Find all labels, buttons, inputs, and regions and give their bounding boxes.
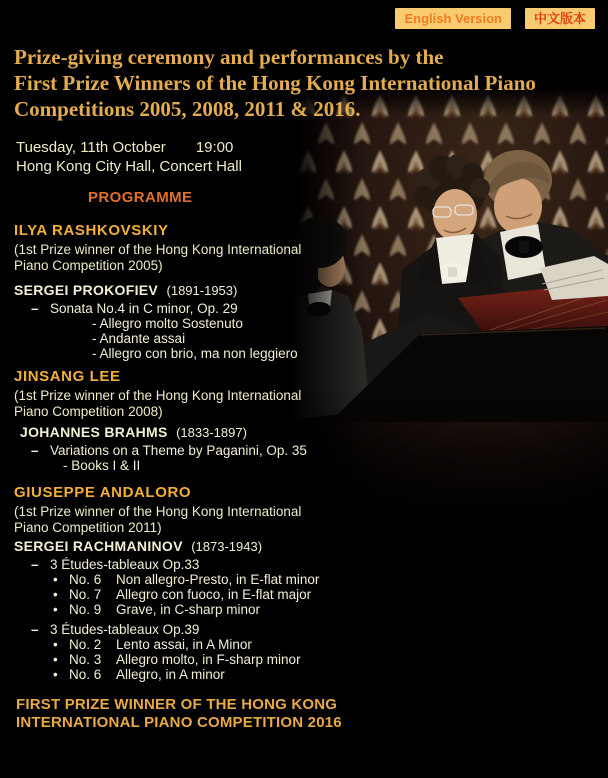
footer-line: FIRST PRIZE WINNER OF THE HONG KONG <box>16 696 338 713</box>
dash-bullet: – <box>31 557 39 572</box>
piece-title-row <box>14 557 608 572</box>
movement: - Andante assai <box>92 331 186 346</box>
composer-heading <box>14 538 608 556</box>
etude-description: Allegro con fuoco, in E-flat major <box>116 587 312 602</box>
etude-item <box>14 587 608 602</box>
english-version-button[interactable]: English Version <box>395 8 511 29</box>
etude-number: No. 7 <box>69 587 102 602</box>
event-date: Tuesday, 11th October <box>16 139 166 156</box>
piece-title: Variations on a Theme by Paganini, Op. 35 <box>50 443 307 458</box>
etude-item <box>14 602 608 617</box>
etude-item <box>14 652 608 667</box>
event-details <box>14 138 608 176</box>
event-date-row <box>16 138 608 157</box>
performer-credit: (1st Prize winner of the Hong Kong International Piano Competition 2005) <box>14 242 302 273</box>
etude-item <box>14 667 608 682</box>
programme-section-rashkovskiy <box>14 222 608 361</box>
language-switcher <box>395 8 595 29</box>
title-line: Prize-giving ceremony and performances by the <box>14 45 444 69</box>
performer-name: GIUSEPPE ANDALORO <box>14 484 192 501</box>
performer-name: ILYA RASHKOVSKIY <box>14 222 169 239</box>
programme-heading: PROGRAMME <box>88 189 193 206</box>
footer-heading <box>16 696 608 731</box>
etude-description: Grave, in C-sharp minor <box>116 602 261 617</box>
chinese-version-button[interactable]: 中文版本 <box>525 8 595 29</box>
etude-number: No. 2 <box>69 637 102 652</box>
piece-title-row <box>14 622 608 637</box>
dash-bullet: – <box>31 622 39 637</box>
footer-line: INTERNATIONAL PIANO COMPETITION 2016 <box>16 713 342 731</box>
movement: - Books I & II <box>63 458 141 473</box>
etude-description: Lento assai, in A Minor <box>116 637 252 652</box>
dash-bullet: – <box>31 443 39 458</box>
composer-heading <box>20 424 608 442</box>
event-venue: Hong Kong City Hall, Concert Hall <box>16 158 242 175</box>
etude-description: Allegro molto, in F-sharp minor <box>116 652 301 667</box>
etude-description: Allegro, in A minor <box>116 667 225 682</box>
etude-description: Non allegro-Presto, in E-flat minor <box>116 572 320 587</box>
composer-name: SERGEI PROKOFIEV <box>14 282 159 298</box>
etude-number: No. 6 <box>69 572 102 587</box>
dot-bullet: • <box>53 637 58 652</box>
dot-bullet: • <box>53 587 58 602</box>
composer-years: (1891-1953) <box>166 283 238 298</box>
movement-list <box>63 458 608 473</box>
dash-bullet: – <box>31 301 39 316</box>
piece-title: 3 Études-tableaux Op.39 <box>50 622 200 637</box>
composer-name: SERGEI RACHMANINOV <box>14 538 183 554</box>
composer-heading <box>14 282 608 300</box>
performer-credit: (1st Prize winner of the Hong Kong International Piano Competition 2011) <box>14 504 302 535</box>
movement-list <box>92 316 608 361</box>
piece-title-row <box>14 443 608 458</box>
movement: - Allegro con brio, ma non leggiero <box>92 346 298 361</box>
dot-bullet: • <box>53 572 58 587</box>
dot-bullet: • <box>53 667 58 682</box>
title-line: First Prize Winners of the Hong Kong International Piano <box>14 71 536 95</box>
etude-number: No. 3 <box>69 652 102 667</box>
etude-item <box>14 637 608 652</box>
programme-section-andaloro <box>14 484 608 682</box>
composer-years: (1833-1897) <box>176 425 247 440</box>
piece-title-row <box>14 301 608 316</box>
etude-number: No. 6 <box>69 667 102 682</box>
performer-name: JINSANG LEE <box>14 368 121 385</box>
etude-item <box>14 572 608 587</box>
title-line: Competitions 2005, 2008, 2011 & 2016. <box>14 97 361 121</box>
programme-section-lee <box>14 368 608 473</box>
dot-bullet: • <box>53 652 58 667</box>
dot-bullet: • <box>53 602 58 617</box>
composer-years: (1873-1943) <box>191 539 263 554</box>
piece-title: Sonata No.4 in C minor, Op. 29 <box>50 301 238 316</box>
composer-name: JOHANNES BRAHMS <box>20 424 168 440</box>
performer-credit: (1st Prize winner of the Hong Kong International Piano Competition 2008) <box>14 388 302 419</box>
movement: - Allegro molto Sostenuto <box>92 316 243 331</box>
piece-title: 3 Études-tableaux Op.33 <box>50 557 200 572</box>
event-time: 19:00 <box>195 139 234 156</box>
etude-number: No. 9 <box>69 602 102 617</box>
